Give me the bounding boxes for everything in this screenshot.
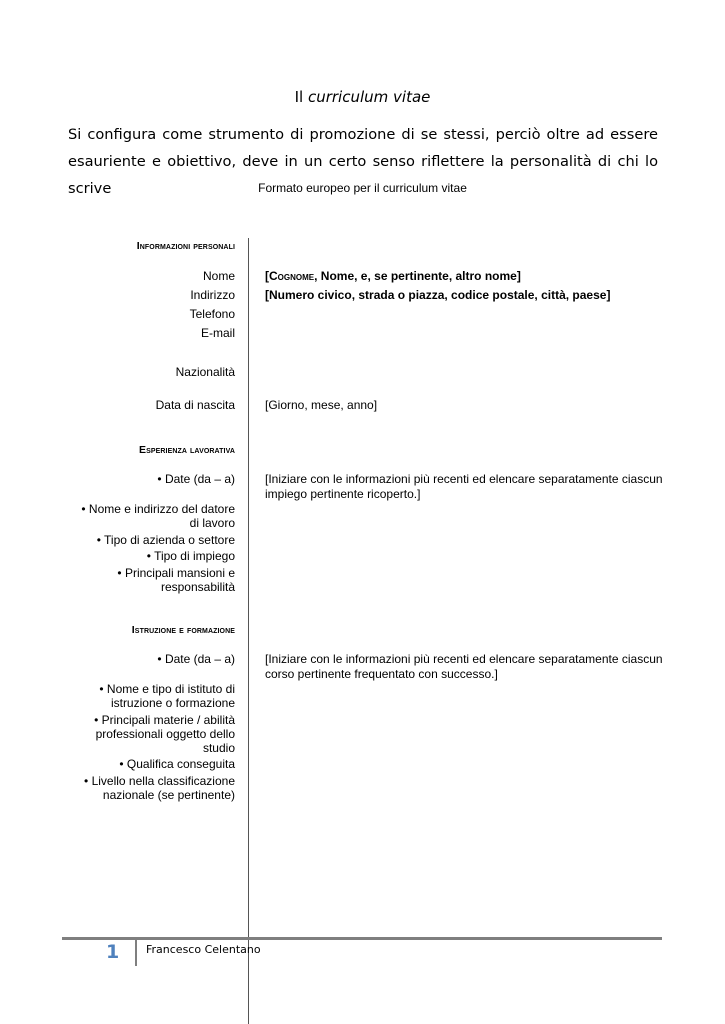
label-employer-line2: di lavoro xyxy=(189,516,235,530)
title-prefix: Il xyxy=(294,88,308,106)
label-email: E-mail xyxy=(200,326,235,340)
footer-rule xyxy=(62,937,662,940)
label-phone: Telefono xyxy=(189,307,235,321)
value-name-surname: Cognome xyxy=(269,269,315,283)
section-heading-education: Istruzione e formazione xyxy=(131,624,235,636)
page-number: 1 xyxy=(106,941,120,963)
intro-paragraph: Si configura come strumento di promozione di se stessi, perciò oltre ad essere esauriente e obiettivo, deve in un certo senso riflettere la personalità di chi lo scrive xyxy=(68,126,658,197)
label-qualification: • Qualifica conseguita xyxy=(119,757,235,771)
label-subjects-line1: • Principali materie / abilità xyxy=(94,713,235,727)
label-birth-date: Data di nascita xyxy=(155,398,235,412)
label-institute-line1: • Nome e tipo di istituto di xyxy=(99,682,235,696)
value-address: [Numero civico, strada o piazza, codice postale, città, paese] xyxy=(265,288,611,302)
label-subjects-line2: professionali oggetto dello xyxy=(95,727,235,741)
value-name-rest: , Nome, e, se pertinente, altro nome] xyxy=(314,269,521,283)
label-level-line1: • Livello nella classificazione xyxy=(84,774,235,788)
column-divider xyxy=(248,238,249,1024)
label-subjects-line3: studio xyxy=(202,741,235,755)
label-nationality: Nazionalità xyxy=(175,365,235,379)
label-name: Nome xyxy=(202,269,235,283)
footer-author: Francesco Celentano xyxy=(146,943,261,956)
label-employer-line1: • Nome e indirizzo del datore xyxy=(81,502,235,516)
label-duties-line1: • Principali mansioni e xyxy=(117,566,235,580)
label-education-dates: • Date (da – a) xyxy=(157,652,235,666)
label-job-type: • Tipo di impiego xyxy=(146,549,235,563)
label-level-line2: nazionale (se pertinente) xyxy=(102,788,235,802)
label-experience-dates: • Date (da – a) xyxy=(157,472,235,486)
value-name-open: [ xyxy=(265,269,269,283)
experience-note: [Iniziare con le informazioni più recenti ed elencare separatamente ciascun impiego pertinente ricoperto.] xyxy=(265,472,663,501)
section-heading-personal: Informazioni personali xyxy=(136,240,235,252)
subtitle: Formato europeo per il curriculum vitae xyxy=(258,181,467,195)
value-birth-date: [Giorno, mese, anno] xyxy=(265,398,378,412)
document-title xyxy=(0,88,725,106)
label-duties-line2: responsabilità xyxy=(160,580,235,594)
title-italic: curriculum vitae xyxy=(307,88,431,106)
section-heading-experience: Esperienza lavorativa xyxy=(138,444,235,456)
footer-separator xyxy=(135,940,137,966)
label-institute-line2: istruzione o formazione xyxy=(110,696,235,710)
value-name xyxy=(265,269,675,284)
label-address: Indirizzo xyxy=(190,288,235,302)
education-note: [Iniziare con le informazioni più recenti ed elencare separatamente ciascun corso pertinente frequentato con successo.] xyxy=(265,652,663,681)
label-sector: • Tipo di azienda o settore xyxy=(96,533,235,547)
